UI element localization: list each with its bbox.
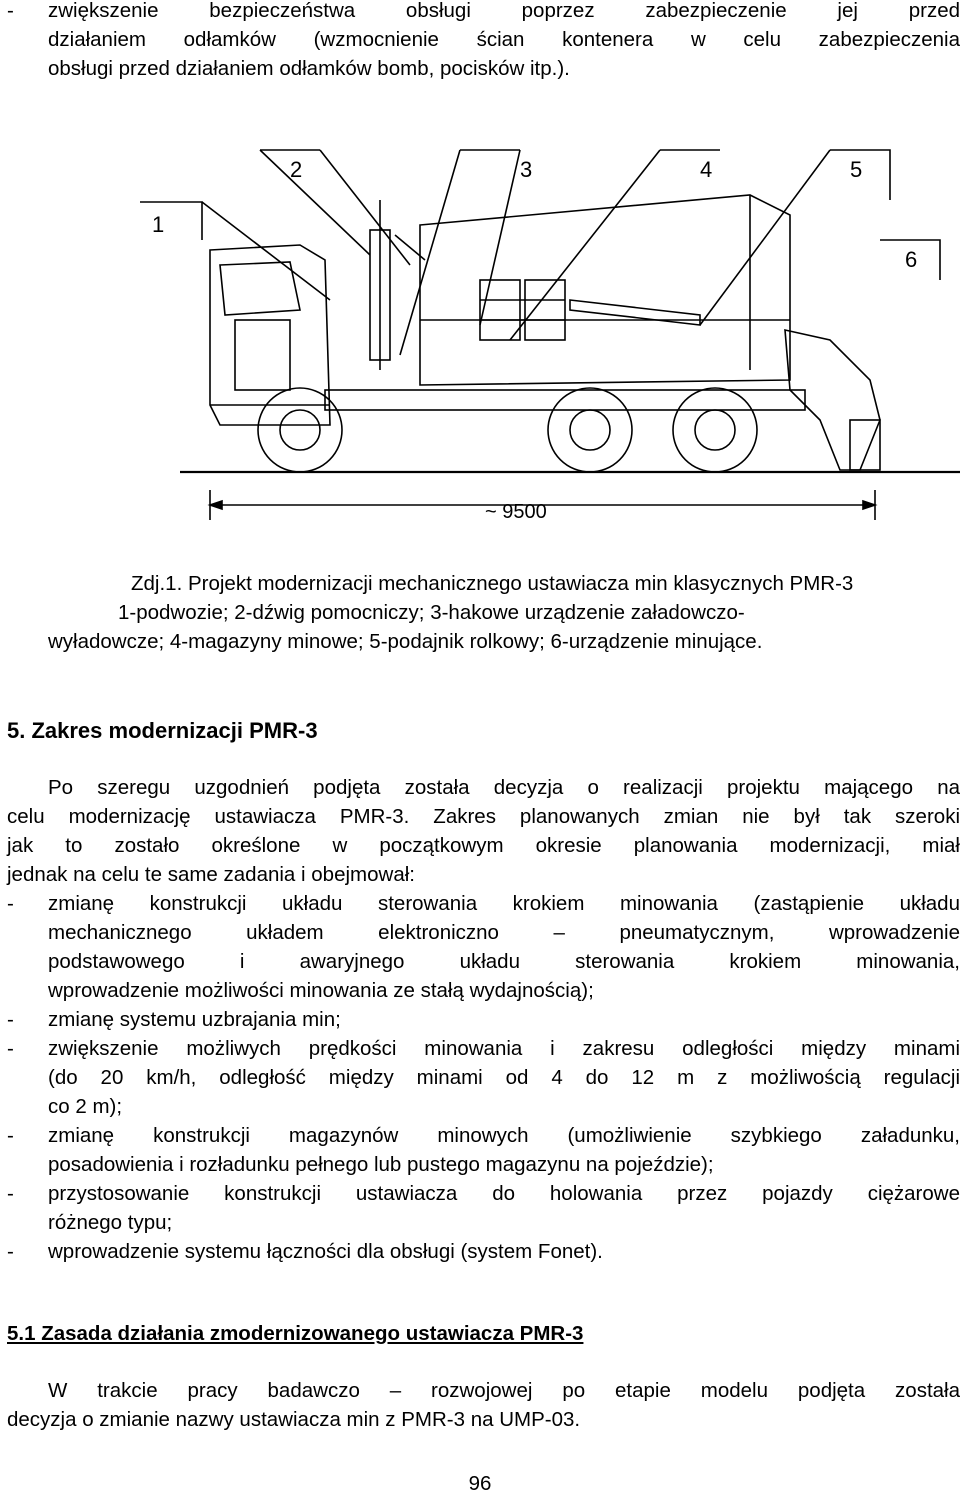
- section-5-para-line-1: Po szeregu uzgodnień podjęta została decyzja o realizacji projektu mającego na: [48, 776, 960, 799]
- label-6: 6: [905, 247, 918, 272]
- dimension-label: ~ 9500: [485, 501, 547, 523]
- bullet-6-dash: -: [7, 1240, 14, 1263]
- bullet-4-line-2: posadowienia i rozładunku pełnego lub pustego magazynu na pojeździe);: [48, 1153, 714, 1176]
- intro-line-3: obsługi przed działaniem odłamków bomb, pocisków itp.).: [48, 57, 570, 80]
- bullet-4-dash: -: [7, 1124, 14, 1147]
- caption-line-1: Zdj.1. Projekt modernizacji mechanicznego ustawiacza min klasycznych PMR-3: [131, 572, 854, 595]
- bullet-1-line-2: mechanicznego układem elektroniczno – pneumatycznym, wprowadzenie: [48, 921, 960, 944]
- section-5-para-line-4: jednak na celu te same zadania i obejmował:: [7, 863, 415, 886]
- caption-line-3: wyładowcze; 4-magazyny minowe; 5-podajnik rolkowy; 6-urządzenie minujące.: [48, 630, 763, 653]
- bullet-3-dash: -: [7, 1037, 14, 1060]
- section-5-1-heading: 5.1 Zasada działania zmodernizowanego ustawiacza PMR-3: [7, 1322, 584, 1345]
- bullet-5-dash: -: [7, 1182, 14, 1205]
- intro-line-2: działaniem odłamków (wzmocnienie ścian kontenera w celu zabezpieczenia: [48, 28, 960, 51]
- bullet-1-line-4: wprowadzenie możliwości minowania ze stałą wydajnością);: [48, 979, 594, 1002]
- section-5-para-line-2: celu modernizację ustawiacza PMR-3. Zakres planowanych zmian nie był tak szeroki: [7, 805, 960, 828]
- page-number: 96: [468, 1472, 492, 1495]
- bullet-1-line-3: podstawowego i awaryjnego układu sterowania krokiem minowania,: [48, 950, 960, 973]
- section-5-1-para-line-1: W trakcie pracy badawczo – rozwojowej po etapie modelu podjęta została: [48, 1379, 960, 1402]
- caption-line-2: 1-podwozie; 2-dźwig pomocniczy; 3-hakowe urządzenie załadowczo-: [118, 601, 745, 624]
- truck-figure: [140, 140, 960, 560]
- bullet-5-line-1: przystosowanie konstrukcji ustawiacza do holowania przez pojazdy ciężarowe: [48, 1182, 960, 1205]
- bullet-3-line-1: zwiększenie możliwych prędkości minowania i zakresu odległości między minami: [48, 1037, 960, 1060]
- bullet-3-line-2: (do 20 km/h, odległość między minami od 4 do 12 m z możliwością regulacji: [48, 1066, 960, 1089]
- section-5-heading: 5. Zakres modernizacji PMR-3: [7, 718, 318, 743]
- bullet-6-line-1: wprowadzenie systemu łączności dla obsługi (system Fonet).: [48, 1240, 603, 1263]
- bullet-4-line-1: zmianę konstrukcji magazynów minowych (umożliwienie szybkiego załadunku,: [48, 1124, 960, 1147]
- label-2: 2: [290, 157, 303, 182]
- bullet-1-line-1: zmianę konstrukcji układu sterowania krokiem minowania (zastąpienie układu: [48, 892, 960, 915]
- label-4: 4: [700, 157, 713, 182]
- label-3: 3: [520, 157, 533, 182]
- section-5-1-para-line-2: decyzja o zmianie nazwy ustawiacza min z PMR-3 na UMP-03.: [7, 1408, 581, 1431]
- section-5-para-line-3: jak to zostało określone w początkowym okresie planowania modernizacji, miał: [7, 834, 960, 857]
- bullet-5-line-2: różnego typu;: [48, 1211, 173, 1234]
- bullet-1-dash: -: [7, 892, 14, 915]
- label-1: 1: [152, 212, 165, 237]
- bullet-3-line-3: co 2 m);: [48, 1095, 123, 1118]
- label-5: 5: [850, 157, 863, 182]
- intro-dash: -: [7, 0, 14, 22]
- intro-line-1: zwiększenie bezpieczeństwa obsługi poprzez zabezpieczenie jej przed: [48, 0, 960, 22]
- bullet-2-dash: -: [7, 1008, 14, 1031]
- bullet-2-line-1: zmianę systemu uzbrajania min;: [48, 1008, 341, 1031]
